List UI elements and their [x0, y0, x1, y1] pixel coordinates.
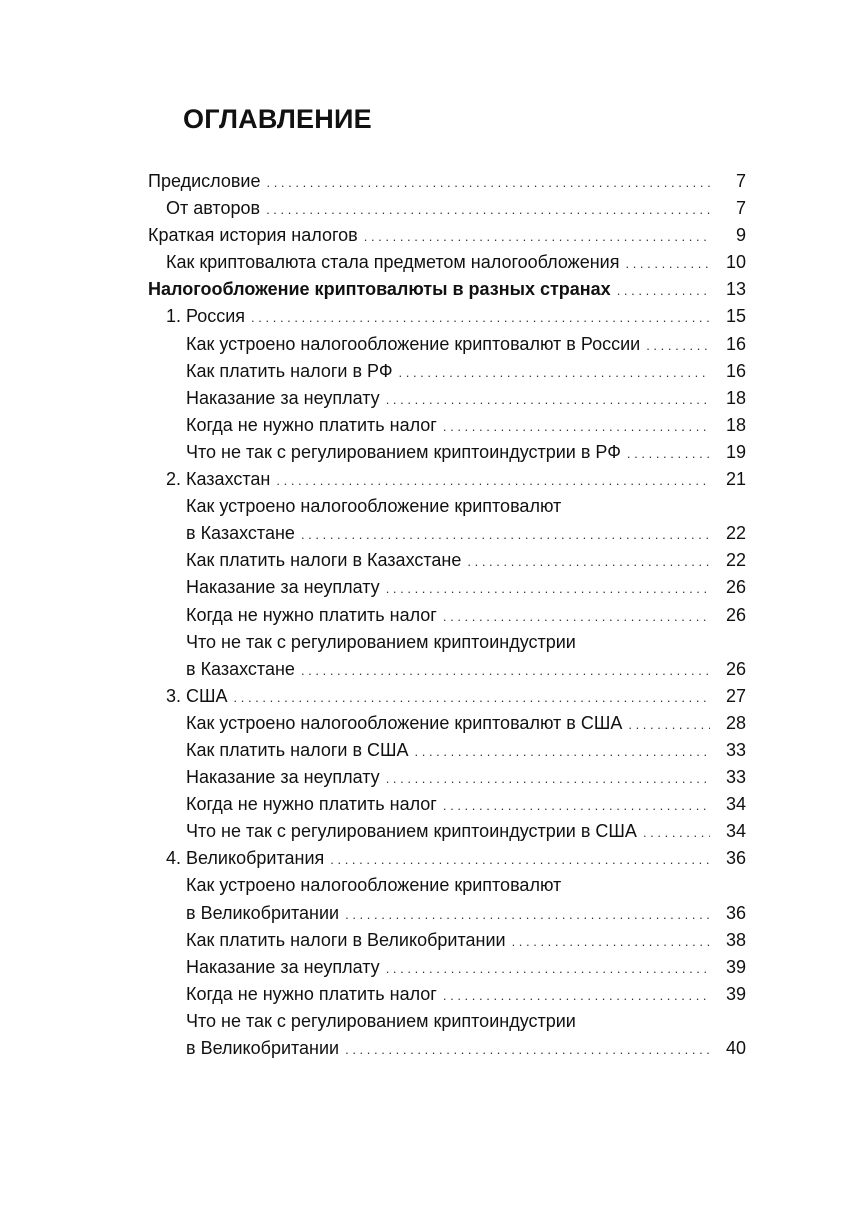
toc-entry-title: Что не так с регулированием криптоиндустрии — [186, 1010, 576, 1031]
leader-dots — [276, 467, 710, 494]
toc-entry-title: Налогообложение криптовалюты в разных странах — [148, 279, 611, 300]
toc-entry-title: Что не так с регулированием криптоиндустрии в США — [186, 821, 637, 842]
toc-page-number: 7 — [735, 198, 746, 219]
toc-entry[interactable] — [148, 412, 746, 439]
leader-dots — [443, 982, 710, 1009]
leader-dots — [266, 169, 710, 196]
leader-dots — [266, 196, 710, 223]
toc-page-number: 22 — [725, 550, 746, 571]
toc-entry-title: Когда не нужно платить налог — [186, 794, 437, 815]
toc-entry[interactable] — [148, 303, 746, 330]
toc-page-number: 34 — [725, 821, 746, 842]
toc-entry[interactable] — [148, 602, 746, 629]
leader-dots — [330, 846, 710, 873]
leader-dots — [415, 738, 710, 765]
toc-entry-title: Как устроено налогообложение криптовалют — [186, 496, 562, 517]
toc-entry[interactable] — [148, 222, 746, 249]
toc-entry-title: 2. Казахстан — [166, 469, 271, 490]
leader-dots — [625, 250, 710, 277]
table-of-contents — [148, 168, 746, 1062]
toc-page-number: 21 — [725, 469, 746, 490]
toc-page-number: 26 — [725, 658, 746, 679]
toc-page-number: 26 — [725, 604, 746, 625]
toc-entry[interactable] — [148, 818, 746, 845]
leader-dots — [443, 603, 710, 630]
leader-dots — [443, 792, 710, 819]
toc-entry[interactable] — [148, 954, 746, 981]
toc-entry-title: Как криптовалюта стала предметом налогообложения — [166, 252, 620, 273]
toc-page-number: 39 — [725, 983, 746, 1004]
toc-entry-title: От авторов — [166, 198, 261, 219]
toc-page-number: 7 — [735, 171, 746, 191]
toc-page-number: 26 — [725, 577, 746, 598]
page-title: ОГЛАВЛЕНИЕ — [183, 104, 372, 134]
toc-entry-title: Предисловие — [148, 171, 261, 191]
toc-entry[interactable] — [148, 249, 746, 276]
toc-page-number: 28 — [725, 712, 746, 733]
toc-entry-title: Наказание за неуплату — [186, 387, 380, 408]
toc-page-number: 13 — [725, 279, 746, 300]
toc-entry[interactable] — [148, 629, 746, 683]
toc-entry[interactable] — [148, 439, 746, 466]
toc-entry[interactable] — [148, 981, 746, 1008]
toc-entry[interactable] — [148, 764, 746, 791]
toc-page-number: 33 — [725, 767, 746, 788]
leader-dots — [646, 332, 710, 359]
toc-entry[interactable] — [148, 574, 746, 601]
toc-page-number: 40 — [725, 1038, 746, 1058]
leader-dots — [628, 711, 710, 738]
toc-entry-title: Как платить налоги в США — [186, 739, 409, 760]
toc-entry[interactable] — [148, 493, 746, 547]
toc-entry-title: Когда не нужно платить налог — [186, 604, 437, 625]
toc-page-number: 15 — [725, 306, 746, 327]
toc-entry[interactable] — [148, 547, 746, 574]
toc-entry[interactable] — [148, 168, 746, 195]
toc-entry-title-continued: в Великобритании — [186, 902, 340, 923]
toc-entry-title: Наказание за неуплату — [186, 577, 380, 598]
toc-entry[interactable] — [148, 791, 746, 818]
leader-dots — [386, 575, 710, 602]
toc-entry-title: Как устроено налогообложение криптовалют — [186, 875, 562, 896]
leader-dots — [345, 901, 710, 928]
toc-entry-title: 4. Великобритания — [166, 848, 325, 869]
leader-dots — [467, 548, 710, 575]
toc-page-number: 19 — [725, 441, 746, 462]
toc-entry-title: Наказание за неуплату — [186, 767, 380, 788]
leader-dots — [386, 765, 710, 792]
leader-dots — [301, 657, 710, 684]
toc-page-number: 22 — [725, 523, 746, 544]
toc-page-number: 36 — [725, 902, 746, 923]
leader-dots — [364, 223, 710, 250]
toc-entry[interactable] — [148, 466, 746, 493]
toc-entry[interactable] — [148, 331, 746, 358]
toc-page-number: 38 — [725, 929, 746, 950]
leader-dots — [345, 1036, 710, 1063]
leader-dots — [301, 521, 710, 548]
toc-entry-title: Наказание за неуплату — [186, 956, 380, 977]
toc-page-number: 34 — [725, 794, 746, 815]
leader-dots — [627, 440, 710, 467]
leader-dots — [386, 386, 710, 413]
toc-entry-title: Что не так с регулированием криптоиндустрии — [186, 631, 576, 652]
toc-entry[interactable] — [148, 385, 746, 412]
toc-entry-title-continued: в Казахстане — [186, 658, 295, 679]
toc-entry[interactable] — [148, 710, 746, 737]
toc-entry[interactable] — [148, 683, 746, 710]
toc-page-number: 16 — [725, 360, 746, 381]
toc-entry[interactable] — [148, 1008, 746, 1062]
toc-entry-title: Когда не нужно платить налог — [186, 414, 437, 435]
toc-entry-title-continued: в Великобритании — [186, 1038, 340, 1058]
toc-page-number: 39 — [725, 956, 746, 977]
leader-dots — [399, 359, 711, 386]
toc-entry-title: Когда не нужно платить налог — [186, 983, 437, 1004]
toc-entry-title: Как платить налоги в Великобритании — [186, 929, 506, 950]
toc-entry[interactable] — [148, 737, 746, 764]
toc-entry-title: Как устроено налогообложение криптовалют в США — [186, 712, 623, 733]
toc-entry[interactable] — [148, 358, 746, 385]
toc-page-number: 18 — [725, 387, 746, 408]
toc-page-number: 16 — [725, 333, 746, 354]
leader-dots — [443, 413, 710, 440]
toc-page-number: 27 — [725, 685, 746, 706]
toc-entry-title: 3. США — [166, 685, 228, 706]
toc-entry-title: Как платить налоги в РФ — [186, 360, 393, 381]
leader-dots — [512, 928, 710, 955]
toc-entry[interactable] — [148, 927, 746, 954]
toc-entry[interactable] — [148, 195, 746, 222]
leader-dots — [234, 684, 710, 711]
toc-page-number: 10 — [725, 252, 746, 273]
leader-dots — [617, 277, 710, 304]
toc-page-number: 33 — [725, 739, 746, 760]
leader-dots — [643, 819, 710, 846]
toc-page-number: 36 — [725, 848, 746, 869]
toc-entry-title: Что не так с регулированием криптоиндустрии в РФ — [186, 441, 621, 462]
leader-dots — [386, 955, 710, 982]
toc-entry-title: Краткая история налогов — [148, 225, 358, 246]
leader-dots — [251, 304, 710, 331]
toc-entry[interactable] — [148, 872, 746, 926]
toc-entry-title: Как платить налоги в Казахстане — [186, 550, 462, 571]
toc-section-heading[interactable] — [148, 276, 746, 303]
toc-entry-title: 1. Россия — [166, 306, 246, 327]
toc-entry-title: Как устроено налогообложение криптовалют в России — [186, 333, 641, 354]
toc-entry[interactable] — [148, 845, 746, 872]
toc-page-number: 9 — [735, 225, 746, 246]
toc-page-number: 18 — [725, 414, 746, 435]
toc-entry-title-continued: в Казахстане — [186, 523, 295, 544]
